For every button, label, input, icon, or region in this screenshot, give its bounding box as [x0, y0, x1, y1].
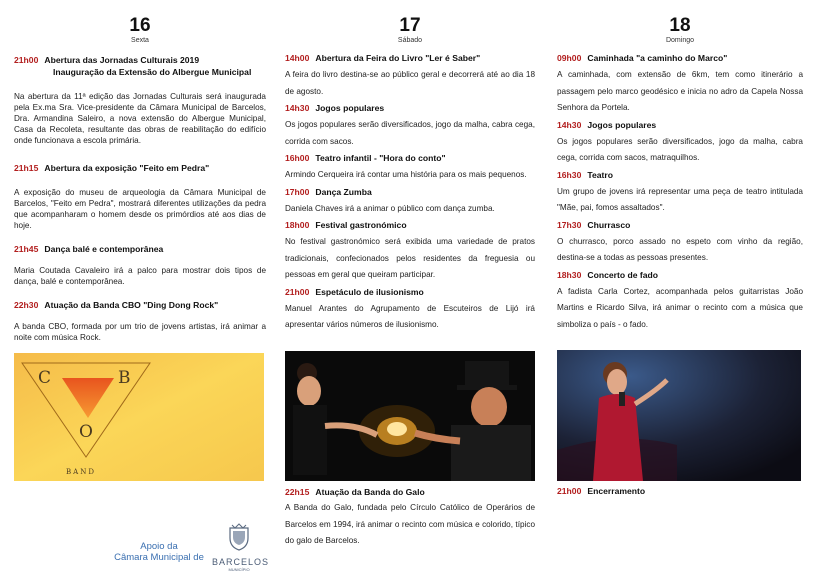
event-time: 22h30: [14, 300, 39, 310]
apoio-line-1: Apoio da: [140, 541, 178, 552]
event-desc: A exposição do museu de arqueologia da Câmara Municipal de Barcelos, "Feito em Pedra", mostrará diferentes utilizações da pedra que acompanharam o homem desde os primórdios até aos dias de hoje.: [14, 188, 266, 230]
illusionism-photo: [285, 351, 535, 481]
event: [285, 100, 535, 150]
event: [285, 50, 535, 100]
event-title-2: Inauguração da Extensão do Albergue Municipal: [53, 67, 252, 77]
event: [285, 284, 535, 334]
day-name: Sábado: [397, 37, 423, 44]
event-time: 14h30: [285, 103, 310, 113]
barcelos-sub: MUNICÍPIO: [228, 567, 250, 572]
event-time: 17h30: [557, 219, 582, 230]
svg-text:BAND: BAND: [66, 468, 96, 476]
event-desc: Daniela Chaves irá a animar o público com dança zumba.: [285, 203, 495, 213]
day-number: 16: [129, 15, 151, 36]
cbo-band-logo: [14, 353, 264, 481]
event-title: Jogos populares: [587, 119, 657, 130]
svg-text:O: O: [79, 422, 93, 442]
event: [285, 184, 535, 218]
event: [14, 299, 266, 343]
event: [285, 150, 535, 184]
event-time: 18h30: [557, 269, 582, 280]
barcelos-logo: [212, 522, 270, 572]
event: [285, 217, 535, 284]
event-desc: Manuel Arantes do Agrupamento de Escuteiros de Lijó irá apresentar vários números de ilusionismo.: [285, 303, 535, 329]
apoio-line-2: Câmara Municipal de: [114, 552, 204, 563]
event-time: 21h15: [14, 163, 39, 173]
event-title: Espetáculo de ilusionismo: [315, 286, 424, 297]
event-title: Jogos populares: [315, 103, 385, 113]
day-name: Sexta: [131, 37, 149, 44]
event: [14, 54, 266, 146]
event: [557, 167, 803, 217]
event-desc: Os jogos populares serão diversificados, jogo da malha, cabra cega, corrida com sacos, matraquilhos.: [557, 136, 803, 162]
event-time: 21h00: [14, 55, 39, 65]
day-name: Domingo: [665, 37, 694, 44]
event-time: 16h30: [557, 169, 582, 180]
event-desc: Um grupo de jovens irá representar uma peça de teatro intitulada "Mãe, pai, fomos assaltados".: [557, 186, 803, 212]
event-after-photo: [557, 484, 803, 498]
event-title: Churrasco: [587, 219, 631, 230]
event-time: 14h00: [285, 53, 310, 63]
event-desc: A banda CBO, formada por um trio de jovens artistas, irá animar a noite com música Rock.: [14, 322, 266, 342]
event-time: 16h00: [285, 153, 310, 163]
column-day-17: [285, 0, 535, 334]
event-title: Teatro: [587, 169, 614, 180]
event: [557, 50, 803, 117]
event-time: 18h00: [285, 220, 310, 230]
event-title: Atuação da Banda CBO "Ding Dong Rock": [44, 300, 219, 310]
event-desc: A fadista Carla Cortez, acompanhada pelos guitarristas João Martins e Ricardo Silva, irá animar o recinto com a música que simboliza o país - o fado.: [557, 286, 803, 329]
event-after-photo: [285, 484, 535, 550]
column-day-16: [14, 0, 266, 343]
event-time: 21h45: [14, 244, 39, 254]
event-title: Dança balé e contemporânea: [44, 244, 164, 254]
event-desc: A Banda do Galo, fundada pelo Círculo Católico de Operários de Barcelos em 1994, irá animar o recinto com música e colorido, típico do galo de Barcelos.: [285, 503, 535, 545]
event-title: Festival gastronómico: [315, 220, 407, 230]
event-desc: A caminhada, com extensão de 6km, tem como itinerário a passagem pelo marco geodésico e inicia no adro da Capela Nossa Senhora da Portela.: [557, 70, 803, 112]
barcelos-crest-icon: [224, 522, 254, 552]
event-desc: Maria Coutada Cavaleiro irá a palco para mostrar dois tipos de dança, balé e contemporânea.: [14, 266, 266, 286]
event: [557, 267, 803, 334]
event-time: 21h00: [557, 486, 582, 496]
day-number: 18: [669, 15, 691, 36]
event-title: Teatro infantil - "Hora do conto": [315, 153, 446, 163]
fado-singer-photo: [557, 350, 801, 481]
barcelos-brand: BARCELOS: [212, 557, 270, 567]
event-desc: A feira do livro destina-se ao público geral e decorrerá até ao dia 18 de agosto.: [285, 70, 535, 96]
day-number: 17: [399, 15, 421, 36]
event-title: Atuação da Banda do Galo: [315, 487, 425, 497]
event-time: 21h00: [285, 286, 310, 297]
event-title: Concerto de fado: [587, 269, 659, 280]
event-time: 09h00: [557, 53, 582, 63]
event-title: Encerramento: [587, 486, 646, 496]
svg-text:B: B: [118, 368, 131, 388]
event: [557, 117, 803, 167]
event-title: Abertura da Feira do Livro "Ler é Saber": [315, 53, 481, 63]
svg-text:C: C: [38, 368, 52, 388]
event-title: Dança Zumba: [315, 186, 372, 197]
column-day-18: [557, 0, 803, 333]
event: [14, 162, 266, 231]
event-desc: No festival gastronómico será exibida uma variedade de pratos tradicionais, confecionados pelos residentes da freguesia ou pessoas em geral que queiram participar.: [285, 237, 535, 279]
event-time: 17h00: [285, 186, 310, 197]
event-desc: O churrasco, porco assado no espeto com vinho da região, destina-se a todas as pessoas presentes.: [557, 236, 803, 262]
event-time: 22h15: [285, 487, 310, 497]
event-title: Abertura da exposição "Feito em Pedra": [44, 163, 210, 173]
event-title: Abertura das Jornadas Culturais 2019: [44, 55, 200, 65]
event-desc: Na abertura da 11ª edição das Jornadas Culturais será inaugurada pela Ex.ma Sra. Vice-presidente da Câmara Municipal de Barcelos, Dra. Armandina Saleiro, a nova extensão do Albergue Municipal, Casa da Recoleta, resultante das obras de reabilitação do edifício onde funcionava a escola primária.: [14, 92, 266, 145]
apoio-text: [110, 541, 208, 563]
event: [557, 217, 803, 267]
event-time: 14h30: [557, 119, 582, 130]
event-title: Caminhada "a caminho do Marco": [587, 53, 728, 63]
event-desc: Os jogos populares serão diversificados, jogo da malha, cabra cega, corrida com sacos.: [285, 120, 535, 146]
event: [14, 243, 266, 287]
event-desc: Armindo Cerqueira irá contar uma história para os mais pequenos.: [285, 170, 527, 179]
